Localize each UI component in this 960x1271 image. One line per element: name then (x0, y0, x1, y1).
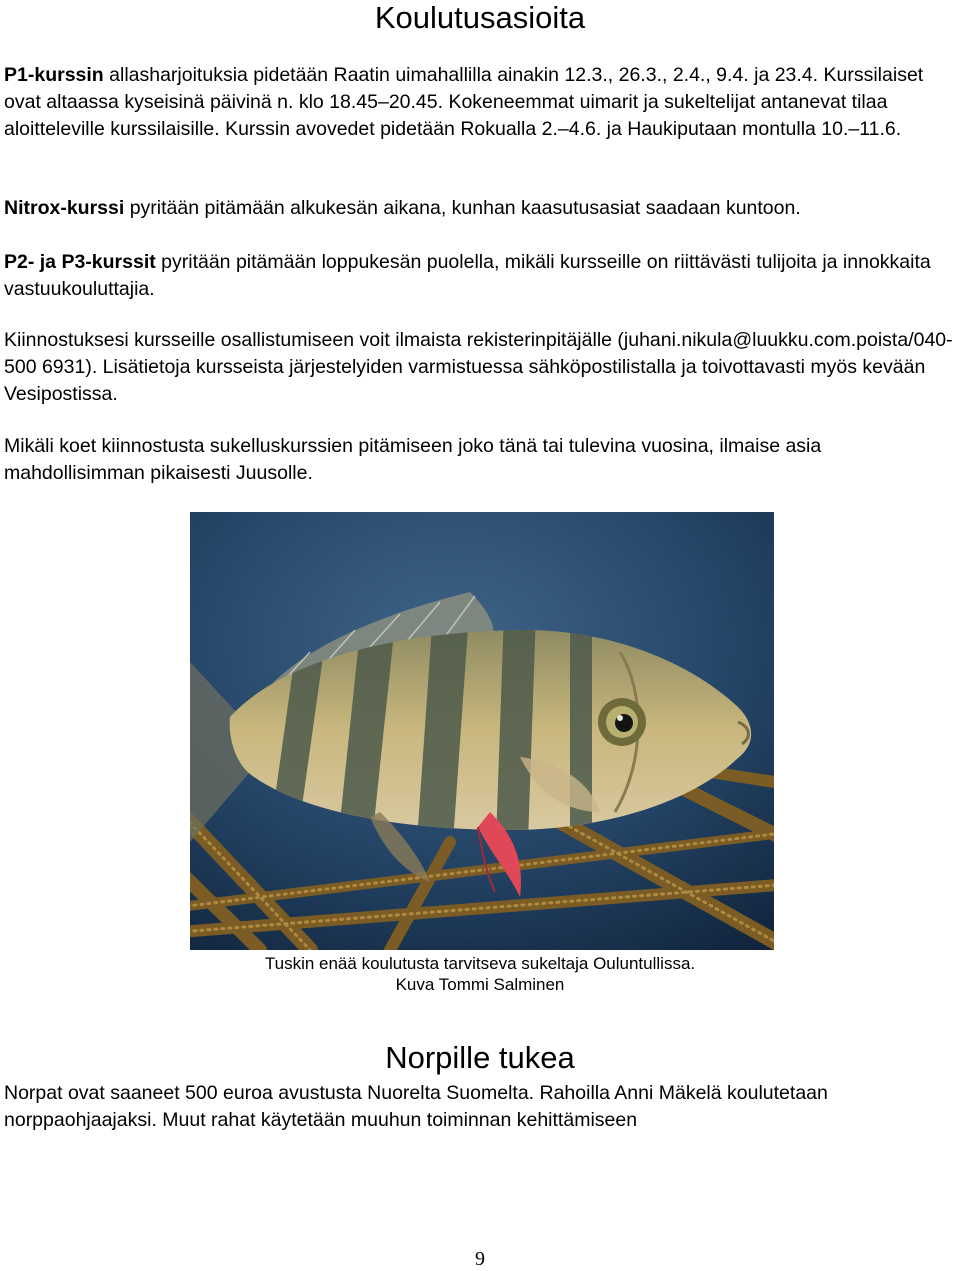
paragraph-nitrox-course (4, 195, 958, 222)
paragraph-norpat-grant: Norpat ovat saaneet 500 euroa avustusta Nuorelta Suomelta. Rahoilla Anni Mäkelä koulutetaan norppaohjaajaksi. Muut rahat käytetään muuhun toiminnan kehittämiseen (4, 1082, 828, 1131)
perch-photo (190, 512, 774, 950)
nitrox-course-label: Nitrox-kurssi (4, 197, 125, 219)
p1-course-label: P1-kurssin (4, 64, 104, 86)
paragraph-registration-info: Kiinnostuksesi kursseille osallistumiseen voit ilmaista rekisterinpitäjälle (juhani.nikula@luukku.com.poista/040-500 6931). Lisätietoja kursseista järjestelyiden varmistuessa sähköpostilistalla ja toivottavasti myös kevään Vesipostissa. (4, 329, 953, 405)
paragraph-p2-p3-courses (4, 249, 958, 303)
paragraph-instructor-call: Mikäli koet kiinnostusta sukelluskurssien pitämiseen joko tänä tai tulevina vuosina, ilmaise asia mahdollisimman pikaisesti Juusolle. (4, 435, 822, 484)
paragraph-p1-course (4, 62, 958, 143)
p2-p3-courses-label: P2- ja P3-kurssit (4, 251, 156, 273)
section-title-koulutusasioita: Koulutusasioita (374, 0, 586, 35)
p2-p3-courses-text: pyritään pitämään loppukesän puolella, mikäli kursseille on riittävästi tulijoita ja innokkaita vastuukouluttajia. (4, 251, 931, 300)
photo-credit: Kuva Tommi Salminen (395, 975, 565, 994)
nitrox-course-text: pyritään pitämään alkukesän aikana, kunhan kaasutusasiat saadaan kuntoon. (124, 197, 801, 219)
photo-caption: Tuskin enää koulutusta tarvitseva sukeltaja Ouluntullissa. (264, 954, 696, 973)
section-title-norpille-tukea: Norpille tukea (385, 1040, 575, 1075)
page-number: 9 (475, 1248, 485, 1270)
p1-course-text: allasharjoituksia pidetään Raatin uimahallilla ainakin 12.3., 26.3., 2.4., 9.4. ja 23.4. Kurssilaiset ovat altaassa kyseisinä päivinä n. klo 18.45–20.45. Kokeneemmat uimarit ja sukeltelijat antanevat tilaa aloitteleville kurssilaisille. Kurssin avovedet pidetään Rokualla 2.–4.6. ja Haukiputaan montulla 10.–11.6. (4, 64, 924, 140)
